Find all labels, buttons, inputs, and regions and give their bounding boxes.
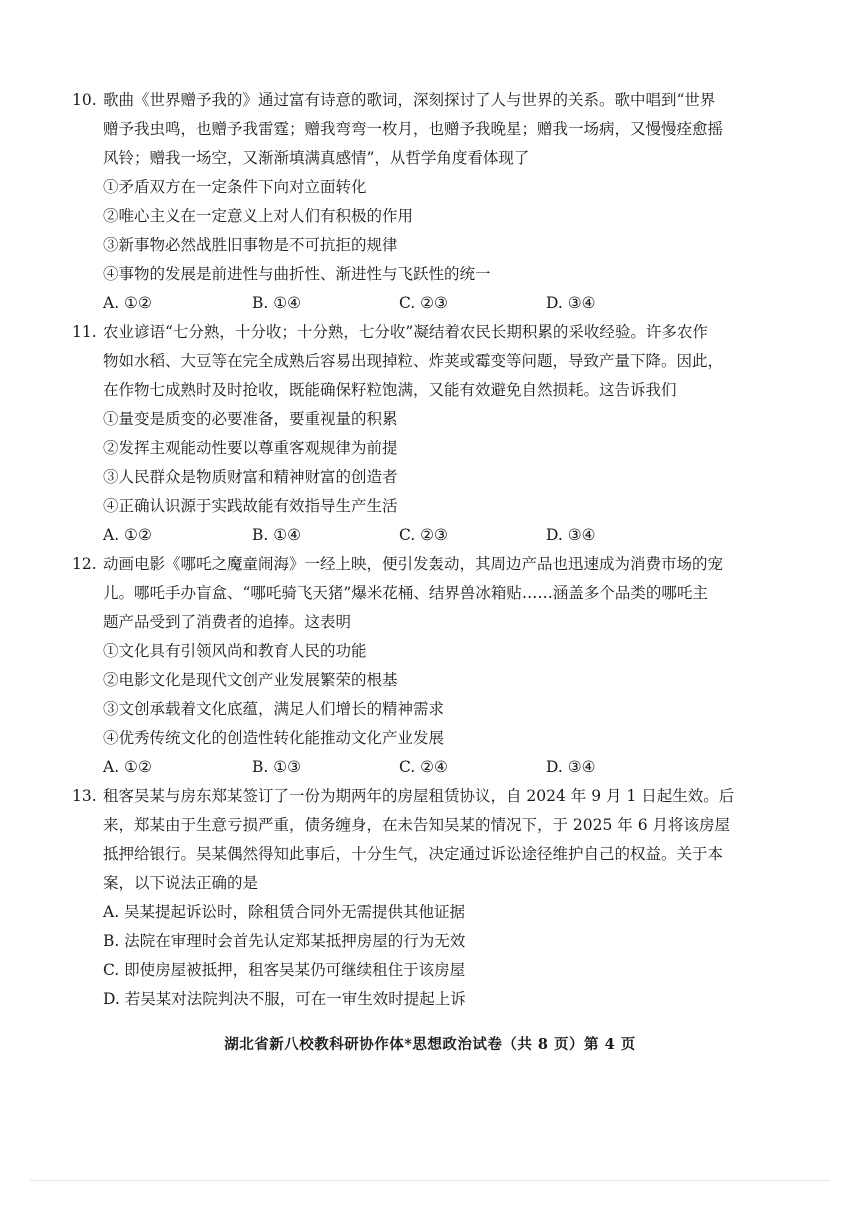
question-10	[72, 86, 724, 318]
choice-d: D. ③④	[546, 758, 596, 776]
statement-option: ①矛盾双方在一定条件下向对立面转化	[103, 178, 367, 196]
statement-option: ③文创承载着文化底蕴，满足人们增长的精神需求	[103, 700, 445, 718]
choice-d: D. ③④	[546, 526, 596, 544]
choice-c: C. ②③	[399, 526, 448, 544]
statement-option: ④正确认识源于实践故能有效指导生产生活	[103, 497, 398, 515]
question-11	[72, 318, 724, 550]
question-number: 11.	[72, 323, 97, 341]
question-stem-line: 风铃；赠我一场空，又渐渐填满真感情”，从哲学角度看体现了	[103, 149, 530, 167]
choice-a: A. ①②	[103, 526, 152, 544]
choice-b: B. ①④	[252, 526, 302, 544]
choice-b: B. ①④	[252, 294, 302, 312]
question-number: 12.	[72, 555, 97, 573]
question-stem-line: 题产品受到了消费者的追捧。这表明	[103, 613, 352, 631]
choice-b: B. ①③	[252, 758, 302, 776]
answer-choices	[72, 753, 712, 782]
statement-option: ④优秀传统文化的创造性转化能推动文化产业发展	[103, 729, 445, 747]
statement-option: ②发挥主观能动性要以尊重客观规律为前提	[103, 439, 398, 457]
statement-option: ①文化具有引领风尚和教育人民的功能	[103, 642, 367, 660]
question-stem-line: 12. 动画电影《哪吒之魔童闹海》一经上映，便引发轰动，其周边产品也迅速成为消费市场的宠	[72, 550, 712, 579]
question-12	[72, 550, 724, 782]
question-stem-line: 13. 租客吴某与房东郑某签订了一份为期两年的房屋租赁协议，自 2024 年 9 月 1 日起生效。后	[72, 782, 712, 811]
choice-d: D. 若吴某对法院判决不服，可在一审生效时提起上诉	[103, 990, 466, 1008]
question-stem-line: 案，以下说法正确的是	[103, 874, 259, 892]
question-number: 10.	[72, 91, 97, 109]
statement-option: ③新事物必然战胜旧事物是不可抗拒的规律	[103, 236, 398, 254]
statement-option: ④事物的发展是前进性与曲折性、渐进性与飞跃性的统一	[103, 265, 491, 283]
choice-d: D. ③④	[546, 294, 596, 312]
choice-c: C. ②④	[399, 758, 448, 776]
answer-choices	[72, 289, 712, 318]
statement-option: ①量变是质变的必要准备，要重视量的积累	[103, 410, 398, 428]
question-stem-line: 儿。哪吒手办盲盒、“哪吒骑飞天猪”爆米花桶、结界兽冰箱贴……涵盖多个品类的哪吒主	[103, 584, 708, 602]
question-stem-line: 在作物七成熟时及时抢收，既能确保籽粒饱满，又能有效避免自然损耗。这告诉我们	[103, 381, 677, 399]
statement-option: ③人民群众是物质财富和精神财富的创造者	[103, 468, 398, 486]
question-stem-line: 来，郑某由于生意亏损严重，债务缠身，在未告知吴某的情况下，于 2025 年 6 月将该房屋	[103, 816, 731, 834]
question-stem-line: 赠予我虫鸣，也赠予我雷霆；赠我弯弯一枚月，也赠予我晚星；赠我一场病，又慢慢痊愈摇	[103, 120, 724, 138]
question-stem-line: 物如水稻、大豆等在完全成熟后容易出现掉粒、炸荚或霉变等问题，导致产量下降。因此，	[103, 352, 724, 370]
page-footer: 湖北省新八校教科研协作体*思想政治试卷（共 8 页）第 4 页	[224, 1036, 636, 1053]
answer-choices	[72, 521, 712, 550]
statement-option: ②电影文化是现代文创产业发展繁荣的根基	[103, 671, 398, 689]
question-13	[72, 782, 735, 1014]
question-stem-line: 抵押给银行。吴某偶然得知此事后，十分生气，决定通过诉讼途径维护自己的权益。关于本	[103, 845, 724, 863]
choice-a: A. ①②	[103, 758, 152, 776]
question-stem-line: 10. 歌曲《世界赠予我的》通过富有诗意的歌词，深刻探讨了人与世界的关系。歌中唱到“世界	[72, 86, 712, 115]
choice-a: A. 吴某提起诉讼时，除租赁合同外无需提供其他证据	[103, 903, 466, 921]
statement-option: ②唯心主义在一定意义上对人们有积极的作用	[103, 207, 414, 225]
choice-c: C. 即使房屋被抵押，租客吴某仍可继续租住于该房屋	[103, 961, 466, 979]
question-stem-line: 11. 农业谚语“七分熟，十分收；十分熟，七分收”凝结着农民长期积累的采收经验。许多农作	[72, 318, 712, 347]
choice-a: A. ①②	[103, 294, 152, 312]
divider	[30, 1180, 830, 1181]
question-number: 13.	[72, 787, 97, 805]
choice-c: C. ②③	[399, 294, 448, 312]
choice-b: B. 法院在审理时会首先认定郑某抵押房屋的行为无效	[103, 932, 466, 950]
